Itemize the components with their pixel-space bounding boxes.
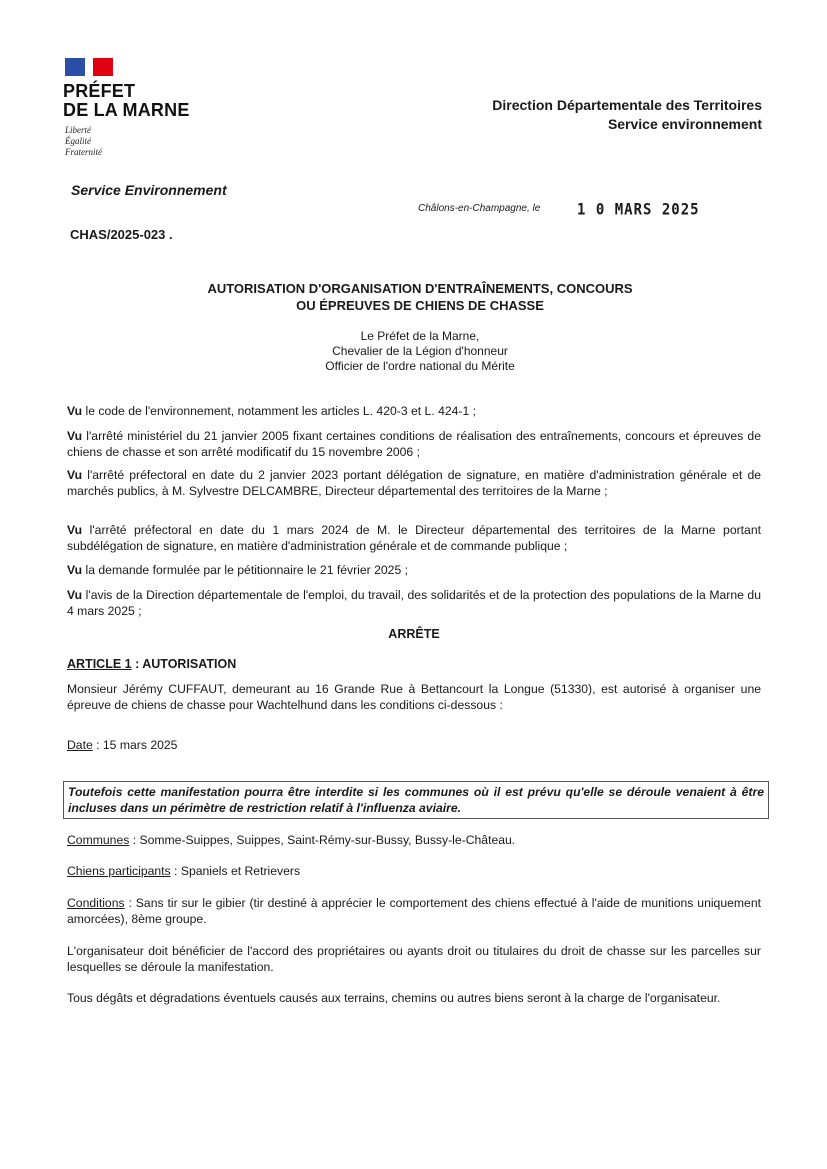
consideration-text: la demande formulée par le pétitionnaire le 21 février 2025 ; [82,563,408,577]
department-name: Direction Départementale des Territoires [492,97,762,113]
signer-line-3: Officier de l'ordre national du Mérite [325,359,515,373]
event-date-value: : 15 mars 2025 [92,738,178,752]
consideration-5 [67,562,761,578]
consideration-text: l'arrêté ministériel du 21 janvier 2005 fixant certaines conditions de réalisation des entraînements, concours et épreuves de chiens de chasse et son arrêté modificatif du 15 novembre 2006 ; [67,429,761,459]
date-stamp: 1 0 MARS 2025 [577,200,700,220]
communes-line [67,832,761,848]
communes-label: Communes [67,833,130,847]
decision-heading: ARRÊTE [388,627,440,641]
vu-keyword: Vu [67,468,83,482]
signer-block [180,329,660,374]
vu-keyword: Vu [67,404,83,418]
vu-keyword: Vu [67,429,83,443]
consideration-text: l'arrêté préfectoral en date du 2 janvier 2023 portant délégation de signature, en matière d'administration générale et de marchés publics, à M. Sylvestre DELCAMBRE, Directeur départemental des territoires de la Marne ; [67,468,761,498]
avian-influenza-warning: Toutefois cette manifestation pourra être interdite si les communes où il est prévu qu'elle se déroule venaient à être incluses dans un périmètre de restriction relatif à l'influenza aviaire. [63,781,769,819]
event-date [67,737,761,753]
dogs-label: Chiens participants [67,864,171,878]
vu-keyword: Vu [67,523,83,537]
title-line-2: OU ÉPREUVES DE CHIENS DE CHASSE [296,298,544,313]
prefecture-brand [63,82,190,120]
motto-egalite: Égalité [65,136,91,146]
consideration-text: l'avis de la Direction départementale de l'emploi, du travail, des solidarités et de la protection des populations de la Marne du 4 mars 2025 ; [67,588,761,618]
flag-white-band [85,58,93,76]
article-1-label: ARTICLE 1 [67,657,132,671]
brand-line-2: DE LA MARNE [63,100,190,120]
article-1-heading [67,657,236,671]
consideration-6 [67,587,761,619]
signer-line-1: Le Préfet de la Marne, [360,329,480,343]
conditions-line [67,895,761,927]
consideration-4 [67,522,761,554]
flag-blue-band [65,58,85,76]
consideration-text: le code de l'environnement, notamment les articles L. 420-3 et L. 424-1 ; [82,404,477,418]
dogs-value: : Spaniels et Retrievers [170,864,301,878]
title-line-1: AUTORISATION D'ORGANISATION D'ENTRAÎNEMENTS, CONCOURS [207,281,633,296]
vu-keyword: Vu [67,563,83,577]
event-date-label: Date [67,738,93,752]
consideration-2 [67,428,761,460]
flag-red-band [93,58,113,76]
issuing-service: Service Environnement [71,182,227,198]
brand-line-1: PRÉFET [63,81,136,101]
signer-line-2: Chevalier de la Légion d'honneur [332,344,508,358]
article-1-intro: Monsieur Jérémy CUFFAUT, demeurant au 16 Grande Rue à Bettancourt la Longue (51330), est autorisé à organiser une épreuve de chiens de chasse pour Wachtelhund dans les conditions ci-dessous : [67,682,761,712]
consideration-1 [67,403,761,419]
communes-value: : Somme-Suippes, Suippes, Saint-Rémy-sur-Bussy, Bussy-le-Château. [129,833,516,847]
document-title [100,280,740,314]
french-flag-logo [65,58,113,76]
department-service: Service environnement [607,116,762,132]
consideration-3 [67,467,761,499]
motto-liberte: Liberté [65,125,91,135]
conditions-label: Conditions [67,896,125,910]
place-line: Châlons-en-Champagne, le [418,203,541,214]
vu-keyword: Vu [67,588,83,602]
reference-number: CHAS/2025-023 . [70,227,173,242]
consideration-text: l'arrêté préfectoral en date du 1 mars 2024 de M. le Directeur départemental des territoires de la Marne portant subdélégation de signature, en matière d'administration générale et de commande publique ; [67,523,761,553]
republic-motto [65,125,102,158]
motto-fraternite: Fraternité [65,147,102,157]
damages-clause: Tous dégâts et dégradations éventuels causés aux terrains, chemins ou autres biens seront à la charge de l'organisateur. [67,991,721,1005]
dogs-line [67,863,761,879]
landowner-agreement: L'organisateur doit bénéficier de l'accord des propriétaires ou ayants droit ou titulaires du droit de chasse sur les parcelles sur lesquelles se déroule la manifestation. [67,944,761,974]
department-header [492,96,762,134]
conditions-value: : Sans tir sur le gibier (tir destiné à apprécier le comportement des chiens effectué à l'aide de munitions uniquement amorcées), 8ème groupe. [67,896,761,926]
article-1-title: : AUTORISATION [131,657,237,671]
